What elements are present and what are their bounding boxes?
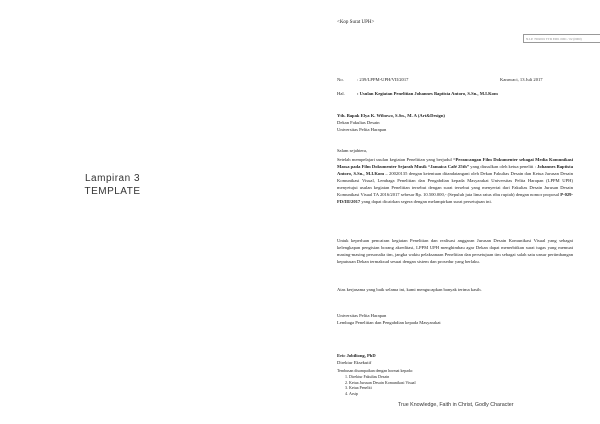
- place-date: Karawaci, 13 Juli 2017: [500, 77, 543, 82]
- attachment-label: [0, 172, 225, 198]
- body-paragraph-2: Untuk keperluan pencairan kegiatan Penelitian dan realisasi anggaran Jurusan Desain Komunikasi Visual yang sebagai kelengkapan pengisian borang akreditasi, LPPM UPH menghimbau agar Dekan dapat menerbitkan surat tugas yang memuat masing-masing personalia tim, jangka waktu pelaksanaan Penelitian dan persetujuan tim sebagai salah satu unsur pertimbangan keputusan Dekan termaksud sesuai dengan sistem dan prosedur yang berlaku.: [337, 238, 573, 264]
- number-label: No.: [337, 77, 344, 82]
- para1-intro: Setelah mempelajari usulan kegiatan Penelitian yang berjudul: [337, 157, 454, 162]
- research-title: “Perancangan Film Dokumenter sebagai Media Komunikasi Massa pada Film Dokumenter Sejarah Musik “Jamaica Café 25th”: [337, 157, 574, 169]
- attachment-label-line1: Lampiran 3: [84, 173, 141, 184]
- footer-motto: True Knowledge, Faith in Christ, Godly Character: [398, 402, 514, 408]
- para1-body: – 20020135 dengan ketentuan ditandatangani oleh Dekan Fakultas Desain dan Ketua Jurusan Desain Komunikasi Visual, Lembaga Penelitian dan Pengabdian kepada Masyarakat Universitas Pelita Harapan (LPPM UPH) menyetujui usulan kegiatan Penelitian tersebut dengan surat tersebut yang menyertai dari Fakultas Desain Jurusan Desain Komunikasi Visual TA 2016/2017 sebesar Rp. 10.500.000,- (Sepuluh juta lima ratus ribu rupiah) dengan nomor proposal: [337, 171, 573, 197]
- recipient-title: Dekan Fakultas Desain: [337, 120, 380, 125]
- cc-item: 1. Direktur Fakultas Desain: [349, 374, 416, 380]
- attachment-label-line2: TEMPLATE: [84, 186, 141, 197]
- recipient-name: Yth. Bapak Elya K. Wibowo, S.Sn., M. A (Art&Design): [337, 113, 445, 118]
- number-value: : 239/LPPM-UPH/VII/2017: [357, 77, 409, 82]
- barcode-stamp: N.I.P. 7002001 TTD E001 0001 / 02 (0000): [523, 34, 600, 43]
- cc-item: 2. Ketua Jurusan Desain Komunikasi Visual: [349, 380, 416, 386]
- letter-page: [337, 0, 587, 424]
- cc-item: 4. Arsip: [349, 391, 416, 397]
- carbon-copy-block: [337, 368, 416, 396]
- para1-end: yang dapat dicairkan segera dengan melampirkan surat persetujuan ini.: [360, 199, 492, 204]
- subject-value: : Usulan Kegiatan Penelitian Johannes Baptista Antoro, S.Sn., M.I.Kom: [357, 91, 498, 96]
- lead-researcher: Johannes Baptista Antoro, S.Sn., M.I.Kom: [337, 164, 573, 176]
- cc-item: 3. Ketua Peneliti: [349, 385, 416, 391]
- letterhead-placeholder: <Kop Surat UPH>: [337, 20, 375, 25]
- recipient-org: Universitas Pelita Harapan: [337, 127, 387, 132]
- signer-name: Eric Jobiliong, PhD: [337, 353, 376, 358]
- proposal-number: P-029-FD/III/2017: [337, 192, 573, 204]
- sender-institute: Lembaga Penelitian dan Pengabdian kepada Masyarakat: [337, 320, 441, 325]
- signer-title: Direktur Eksekutif: [337, 360, 372, 365]
- body-paragraph-1: [337, 156, 573, 205]
- closing-sentence: Atas kerjasama yang baik selama ini, kami mengucapkan banyak terima kasih.: [337, 287, 482, 292]
- cc-list: [337, 374, 416, 396]
- subject-label: Hal.: [337, 91, 345, 96]
- para1-mid: yang diusulkan oleh ketua peneliti :: [469, 164, 538, 169]
- cc-heading: Tembusan disampaikan dengan hormat kepada:: [337, 368, 413, 373]
- sender-org: Universitas Pelita Harapan: [337, 313, 387, 318]
- greeting: Salam sejahtera,: [337, 148, 368, 153]
